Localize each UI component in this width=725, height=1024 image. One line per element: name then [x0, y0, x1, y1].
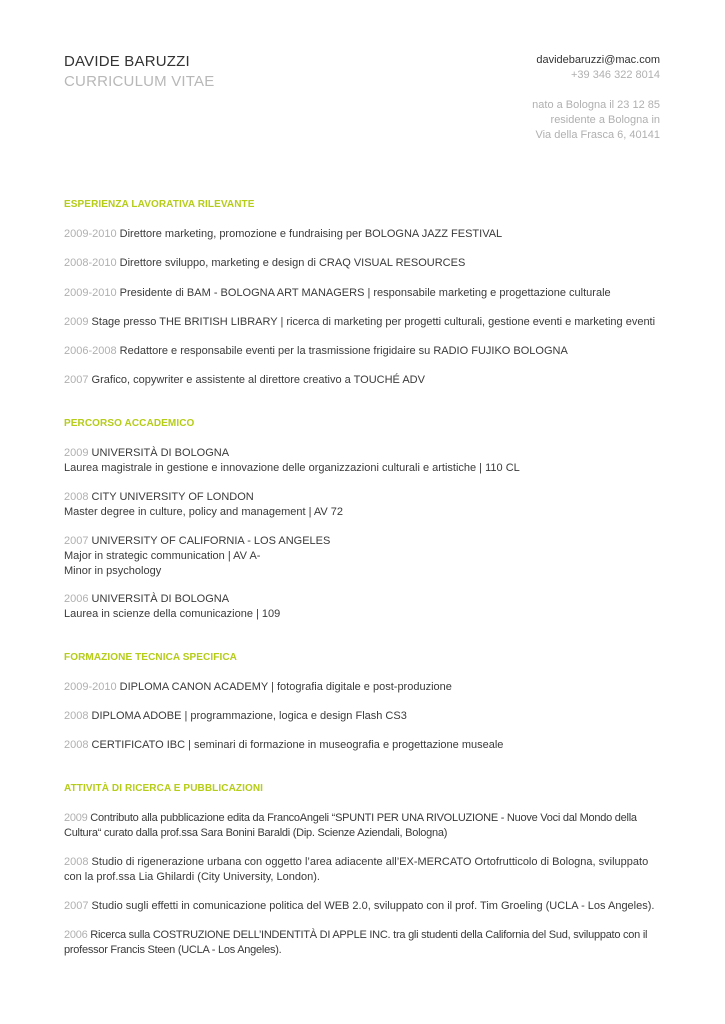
section-title-technical: FORMAZIONE TECNICA SPECIFICA: [64, 652, 237, 663]
entry-year: 2008: [64, 739, 89, 751]
academic-item: [64, 592, 664, 622]
research-item: [64, 928, 664, 958]
entry-text: Presidente di BAM - BOLOGNA ART MANAGERS | responsabile marketing e progettazione culturale: [119, 287, 611, 299]
entry-text: Direttore marketing, promozione e fundraising per BOLOGNA JAZZ FESTIVAL: [119, 228, 503, 240]
entry-year: 2007: [64, 900, 89, 912]
entry-detail: Master degree in culture, policy and management | AV 72: [64, 506, 344, 518]
section-title-experience: ESPERIENZA LAVORATIVA RILEVANTE: [64, 199, 255, 210]
entry-year: 2009: [64, 447, 89, 459]
experience-item: [64, 344, 664, 359]
section-title-research: ATTIVITÀ DI RICERCA E PUBBLICAZIONI: [64, 783, 264, 794]
person-name: DAVIDE BARUZZI: [64, 53, 190, 70]
entry-institution: UNIVERSITÀ DI BOLOGNA: [91, 447, 230, 459]
experience-item: [64, 256, 664, 271]
research-item: [64, 855, 664, 885]
academic-item: [64, 534, 664, 579]
entry-year: 2009-2010: [64, 287, 117, 299]
entry-year: 2008-2010: [64, 257, 117, 269]
experience-item: [64, 315, 664, 330]
technical-item: [64, 709, 664, 724]
technical-item: [64, 680, 664, 695]
entry-year: 2008: [64, 491, 89, 503]
contact-block: [400, 53, 660, 143]
entry-year: 2008: [64, 710, 89, 722]
birth-info: nato a Bologna il 23 12 85: [532, 99, 660, 111]
entry-year: 2009-2010: [64, 681, 117, 693]
residence-info: residente a Bologna in: [550, 114, 660, 126]
entry-year: 2008: [64, 856, 89, 868]
entry-detail: Minor in psychology: [64, 565, 162, 577]
entry-text: Studio sugli effetti in comunicazione politica del WEB 2.0, sviluppato con il prof. Tim Groeling (UCLA - Los Angeles).: [91, 900, 655, 912]
entry-text-continued: con la prof.ssa Lia Ghilardi (City University, London).: [64, 871, 320, 883]
entry-detail: Major in strategic communication | AV A-: [64, 550, 261, 562]
entry-year: 2007: [64, 374, 89, 386]
entry-text: Redattore e responsabile eventi per la trasmissione frigidaire su RADIO FUJIKO BOLOGNA: [119, 345, 568, 357]
entry-text-continued: Cultura“ curato dalla prof.ssa Sara Bonini Baraldi (Dip. Scienze Aziendali, Bologna): [64, 827, 448, 839]
entry-text: Studio di rigenerazione urbana con oggetto l’area adiacente all’EX-MERCATO Ortofrutticolo di Bologna, sviluppato: [91, 856, 649, 868]
academic-item: [64, 446, 664, 476]
entry-text: Ricerca sulla COSTRUZIONE DELL’INDENTITÀ DI APPLE INC. tra gli studenti della California del Sud, sviluppato con il: [90, 929, 648, 941]
entry-text: Stage presso THE BRITISH LIBRARY | ricerca di marketing per progetti culturali, gestione eventi e marketing eventi: [91, 316, 656, 328]
experience-item: [64, 286, 664, 301]
experience-item: [64, 373, 664, 388]
entry-institution: UNIVERSITY OF CALIFORNIA - LOS ANGELES: [91, 535, 331, 547]
phone-number: +39 346 322 8014: [570, 69, 660, 81]
entry-institution: UNIVERSITÀ DI BOLOGNA: [91, 593, 230, 605]
research-item: [64, 899, 664, 914]
entry-year: 2007: [64, 535, 89, 547]
entry-year: 2009-2010: [64, 228, 117, 240]
entry-text: CERTIFICATO IBC | seminari di formazione in museografia e progettazione museale: [91, 739, 504, 751]
academic-item: [64, 490, 664, 520]
entry-year: 2006: [64, 593, 89, 605]
address-info: Via della Frasca 6, 40141: [535, 129, 660, 141]
entry-institution: CITY UNIVERSITY OF LONDON: [91, 491, 254, 503]
entry-text: Grafico, copywriter e assistente al direttore creativo a TOUCHÉ ADV: [91, 374, 425, 386]
section-title-academic: PERCORSO ACCADEMICO: [64, 418, 195, 429]
entry-detail: Laurea magistrale in gestione e innovazione delle organizzazioni culturali e artistiche | 110 CL: [64, 462, 520, 474]
entry-year: 2006: [64, 929, 88, 941]
entry-year: 2009: [64, 316, 89, 328]
entry-text: Direttore sviluppo, marketing e design di CRAQ VISUAL RESOURCES: [119, 257, 466, 269]
experience-item: [64, 227, 664, 242]
entry-text: Contributo alla pubblicazione edita da FrancoAngeli “SPUNTI PER UNA RIVOLUZIONE - Nuove Voci dal Mondo della: [90, 812, 637, 824]
technical-item: [64, 738, 664, 753]
entry-text: DIPLOMA ADOBE | programmazione, logica e design Flash CS3: [91, 710, 407, 722]
entry-text: DIPLOMA CANON ACADEMY | fotografia digitale e post-produzione: [119, 681, 452, 693]
document-subtitle: CURRICULUM VITAE: [64, 73, 215, 90]
entry-year: 2006-2008: [64, 345, 117, 357]
entry-year: 2009: [64, 812, 88, 824]
entry-detail: Laurea in scienze della comunicazione | 109: [64, 608, 281, 620]
entry-text-continued: professor Francis Steen (UCLA - Los Angeles).: [64, 944, 282, 956]
email-link[interactable]: davidebaruzzi@mac.com: [536, 54, 660, 66]
research-item: [64, 811, 664, 841]
